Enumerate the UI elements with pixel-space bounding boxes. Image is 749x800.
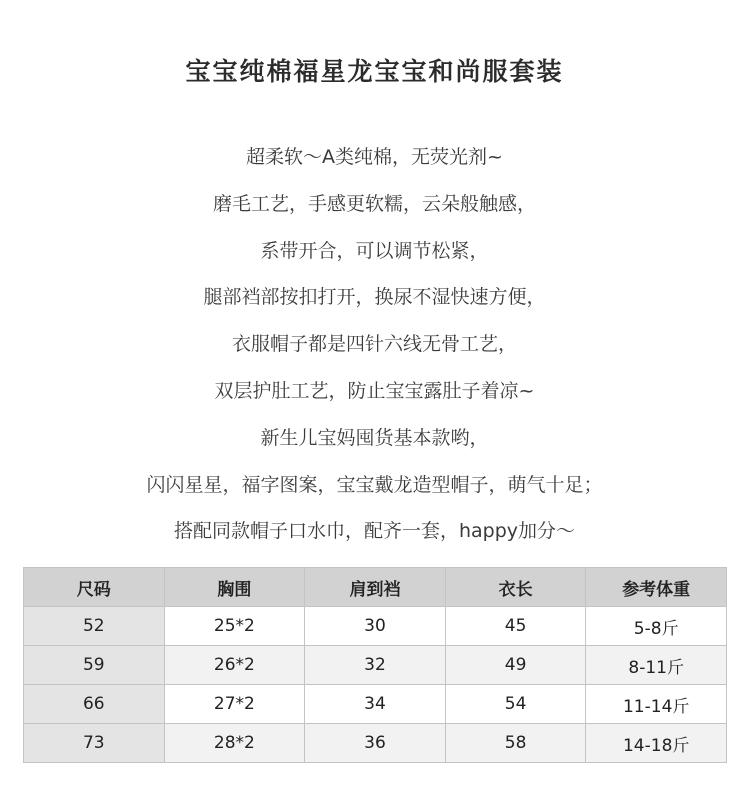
cell-shoulder-to-crotch: 36 xyxy=(305,724,446,763)
feature-item: 衣服帽子都是四针六线无骨工艺， xyxy=(231,333,517,356)
table-row xyxy=(24,685,727,724)
cell-weight: 5-8斤 xyxy=(586,607,727,646)
cell-length: 54 xyxy=(445,685,586,724)
table-row xyxy=(24,724,727,763)
feature-list xyxy=(0,138,749,559)
feature-item: 闪闪星星，福字图案，宝宝戴龙造型帽子，萌气十足； xyxy=(146,473,603,496)
feature-item: 磨毛工艺，手感更软糯，云朵般触感， xyxy=(212,192,536,215)
cell-weight: 8-11斤 xyxy=(586,646,727,685)
page-title: 宝宝纯棉福星龙宝宝和尚服套装 xyxy=(185,57,564,86)
header-weight: 参考体重 xyxy=(586,568,727,607)
cell-length: 49 xyxy=(445,646,586,685)
header-chest: 胸围 xyxy=(164,568,305,607)
table-header-row xyxy=(24,568,727,607)
header-size: 尺码 xyxy=(24,568,165,607)
cell-shoulder-to-crotch: 30 xyxy=(305,607,446,646)
cell-size: 59 xyxy=(24,646,165,685)
header-shoulder-to-crotch: 肩到裆 xyxy=(305,568,446,607)
feature-item: 系带开合，可以调节松紧， xyxy=(260,239,489,262)
cell-size: 66 xyxy=(24,685,165,724)
cell-weight: 11-14斤 xyxy=(586,685,727,724)
table-row xyxy=(24,607,727,646)
cell-chest: 27*2 xyxy=(164,685,305,724)
size-table xyxy=(23,567,727,763)
feature-item: 搭配同款帽子口水巾，配齐一套，happy加分～ xyxy=(173,520,576,543)
cell-chest: 28*2 xyxy=(164,724,305,763)
feature-item: 新生儿宝妈囤货基本款哟， xyxy=(260,426,489,449)
table-row xyxy=(24,646,727,685)
header-length: 衣长 xyxy=(445,568,586,607)
feature-item: 腿部裆部按扣打开，换尿不湿快速方便， xyxy=(203,286,546,309)
cell-size: 52 xyxy=(24,607,165,646)
cell-chest: 25*2 xyxy=(164,607,305,646)
cell-weight: 14-18斤 xyxy=(586,724,727,763)
cell-length: 58 xyxy=(445,724,586,763)
cell-length: 45 xyxy=(445,607,586,646)
cell-size: 73 xyxy=(24,724,165,763)
feature-item: 双层护肚工艺，防止宝宝露肚子着凉~ xyxy=(214,379,535,402)
cell-chest: 26*2 xyxy=(164,646,305,685)
cell-shoulder-to-crotch: 32 xyxy=(305,646,446,685)
cell-shoulder-to-crotch: 34 xyxy=(305,685,446,724)
feature-item: 超柔软～A类纯棉，无荧光剂~ xyxy=(246,146,503,168)
